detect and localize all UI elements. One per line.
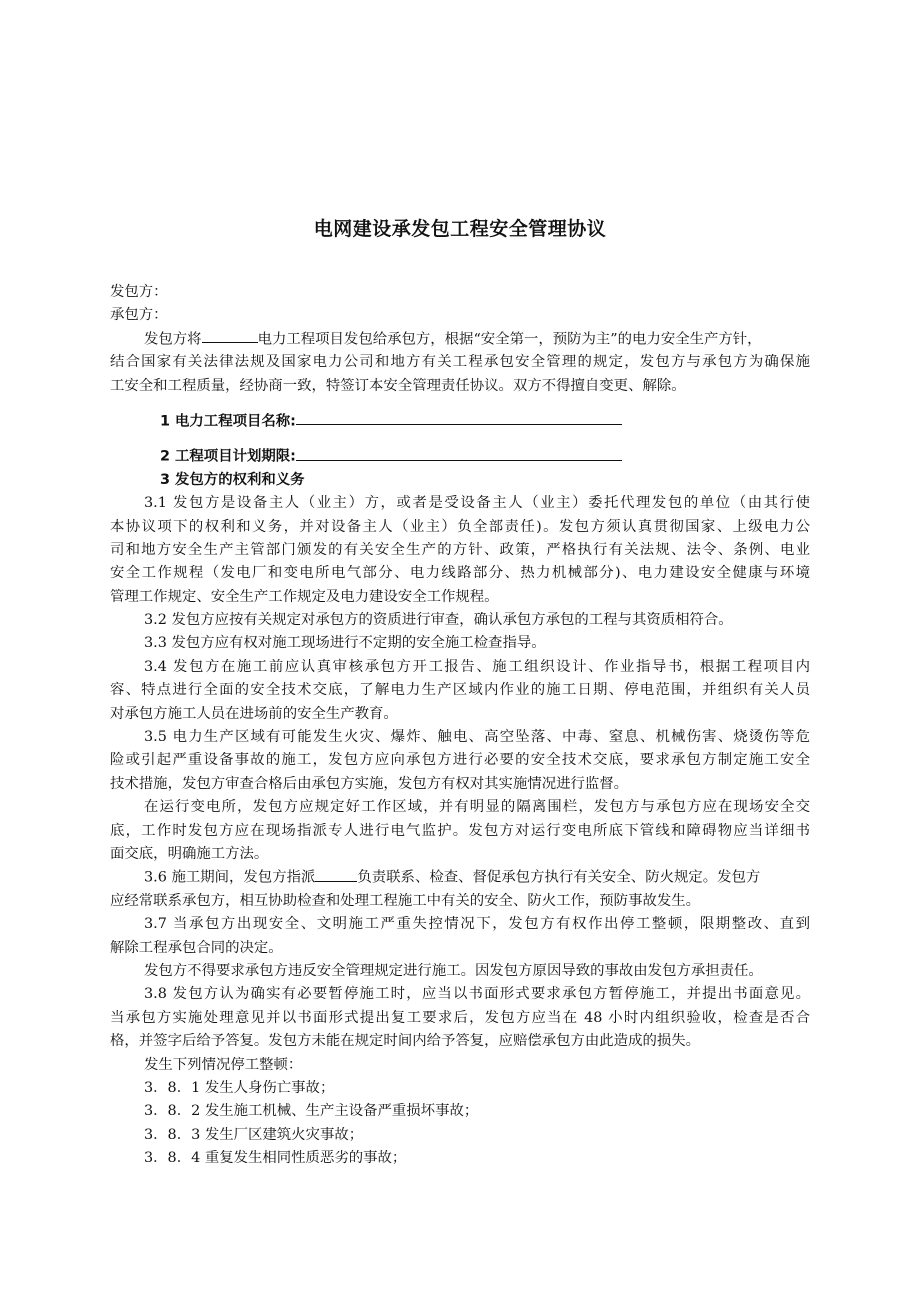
p34-line: 对承包方施工人员在进场前的安全生产教育。 xyxy=(110,705,398,722)
p31-line: 安全工作规程（发电厂和变电所电气部分、电力线路部分、热力机械部分)、电力建设安全健康与环境 xyxy=(110,565,810,582)
p36-text-a: 3.6 施工期间，发包方指派 xyxy=(144,869,316,886)
section-3-heading: 3 发包方的权利和义务 xyxy=(160,471,305,488)
list-item: 3．8．3 发生厂区建筑火灾事故； xyxy=(144,1126,364,1143)
document-title: 电网建设承发包工程安全管理协议 xyxy=(313,218,607,240)
intro-text-b: 电力工程项目发包给承包方，根据“安全第一，预防为主”的电力安全生产方针， xyxy=(257,331,762,348)
project-name-field xyxy=(110,410,810,433)
p31-line: 3.1 发包方是设备主人（业主）方，或者是受设备主人（业主）委托代理发包的单位（由其行使 xyxy=(144,495,810,512)
project-name-label: 1 电力工程项目名称: xyxy=(160,413,296,430)
p35-line: 技术措施，发包方审查合格后由承包方实施，发包方有权对其实施情况进行监督。 xyxy=(110,775,629,792)
p36-text-b: 负责联系、检查、督促承包方执行有关安全、防火规定。发包方 xyxy=(357,869,761,886)
intro-text-a: 发包方将 xyxy=(144,331,202,348)
p32-line: 3.2 发包方应按有关规定对承包方的资质进行审查，确认承包方承包的工程与其资质相符合。 xyxy=(144,612,733,629)
project-blank xyxy=(202,328,258,343)
p31-line: 管理工作规定、安全生产工作规定及电力建设安全工作规程。 xyxy=(110,588,499,605)
p36-line-1 xyxy=(110,866,810,889)
p35b-line: 在运行变电所，发包方应规定好工作区域，并有明显的隔离围栏，发包方与承包方应在现场安全交 xyxy=(144,799,810,816)
p36-line-2: 应经常联系承包方，相互协助检查和处理工程施工中有关的安全、防火工作，预防事故发生。 xyxy=(110,892,701,909)
p38-line: 格，并签字后给予答复。发包方未能在规定时间内给予答复，应赔偿承包方由此造成的损失。 xyxy=(110,1033,701,1050)
list-item: 3．8．1 发生人身伤亡事故； xyxy=(144,1079,335,1096)
p38-intro: 发生下列情况停工整顿： xyxy=(144,1056,303,1073)
p35-line: 险或引起严重设备事故的施工，发包方应向承包方进行必要的安全技术交底，要求承包方制定施工安全 xyxy=(110,752,810,769)
p31-line: 司和地方安全生产主管部门颁发的有关安全生产的方针、政策，严格执行有关法规、法令、条例、电业 xyxy=(110,541,810,558)
p35b-line: 面交底，明确施工方法。 xyxy=(110,845,269,862)
p31-line: 本协议项下的权利和义务，并对设备主人（业主）负全部责任)。发包方须认真贯彻国家、上级电力公 xyxy=(110,518,810,535)
p38-line: 3.8 发包方认为确实有必要暂停施工时，应当以书面形式要求承包方暂停施工，并提出书面意见。 xyxy=(144,986,810,1003)
p35b-line: 底，工作时发包方应在现场指派专人进行电气监护。发包方对运行变电所底下管线和障碍物应当详细书 xyxy=(110,822,810,839)
p35-line: 3.5 电力生产区域有可能发生火灾、爆炸、触电、高空坠落、中毒、窒息、机械伤害、烧烫伤等危 xyxy=(144,729,810,746)
list-item: 3．8．2 发生施工机械、生产主设备严重损坏事故； xyxy=(144,1103,479,1120)
p37b-line: 发包方不得要求承包方违反安全管理规定进行施工。因发包方原因导致的事故由发包方承担责任。 xyxy=(144,962,763,979)
list-item: 3．8．4 重复发生相同性质恶劣的事故； xyxy=(144,1150,407,1167)
p34-line: 容、特点进行全面的安全技术交底，了解电力生产区域内作业的施工日期、停电范围，并组织有关人员 xyxy=(110,682,810,699)
p37-line: 3.7 当承包方出现安全、文明施工严重失控情况下，发包方有权作出停工整顿，限期整改、直到 xyxy=(144,916,810,933)
project-name-blank xyxy=(296,410,622,425)
project-term-label: 2 工程项目计划期限: xyxy=(160,448,296,465)
p34-line: 3.4 发包方在施工前应认真审核承包方开工报告、施工组织设计、作业指导书，根据工程项目内 xyxy=(144,658,810,675)
intro-line-3: 工安全和工程质量，经协商一致，特签订本安全管理责任协议。双方不得擅自变更、解除。 xyxy=(110,377,686,394)
party-a-label: 发包方： xyxy=(110,284,168,300)
intro-line-2: 结合国家有关法律法规及国家电力公司和地方有关工程承包安全管理的规定，发包方与承包方为确保施 xyxy=(110,354,810,371)
p38-line: 当承包方实施处理意见并以书面形式提出复工要求后，发包方应当在 48 小时内组织验收，检查是否合 xyxy=(110,1009,810,1026)
intro-line-1 xyxy=(110,328,810,351)
document-body xyxy=(110,281,810,1170)
project-term-blank xyxy=(296,445,622,460)
party-b-label: 承包方： xyxy=(110,307,168,324)
project-term-field xyxy=(110,445,810,468)
p33-line: 3.3 发包方应有权对施工现场进行不定期的安全施工检查指导。 xyxy=(144,635,546,652)
contact-person-blank xyxy=(315,866,357,881)
p37-line: 解除工程承包合同的决定。 xyxy=(110,939,283,956)
